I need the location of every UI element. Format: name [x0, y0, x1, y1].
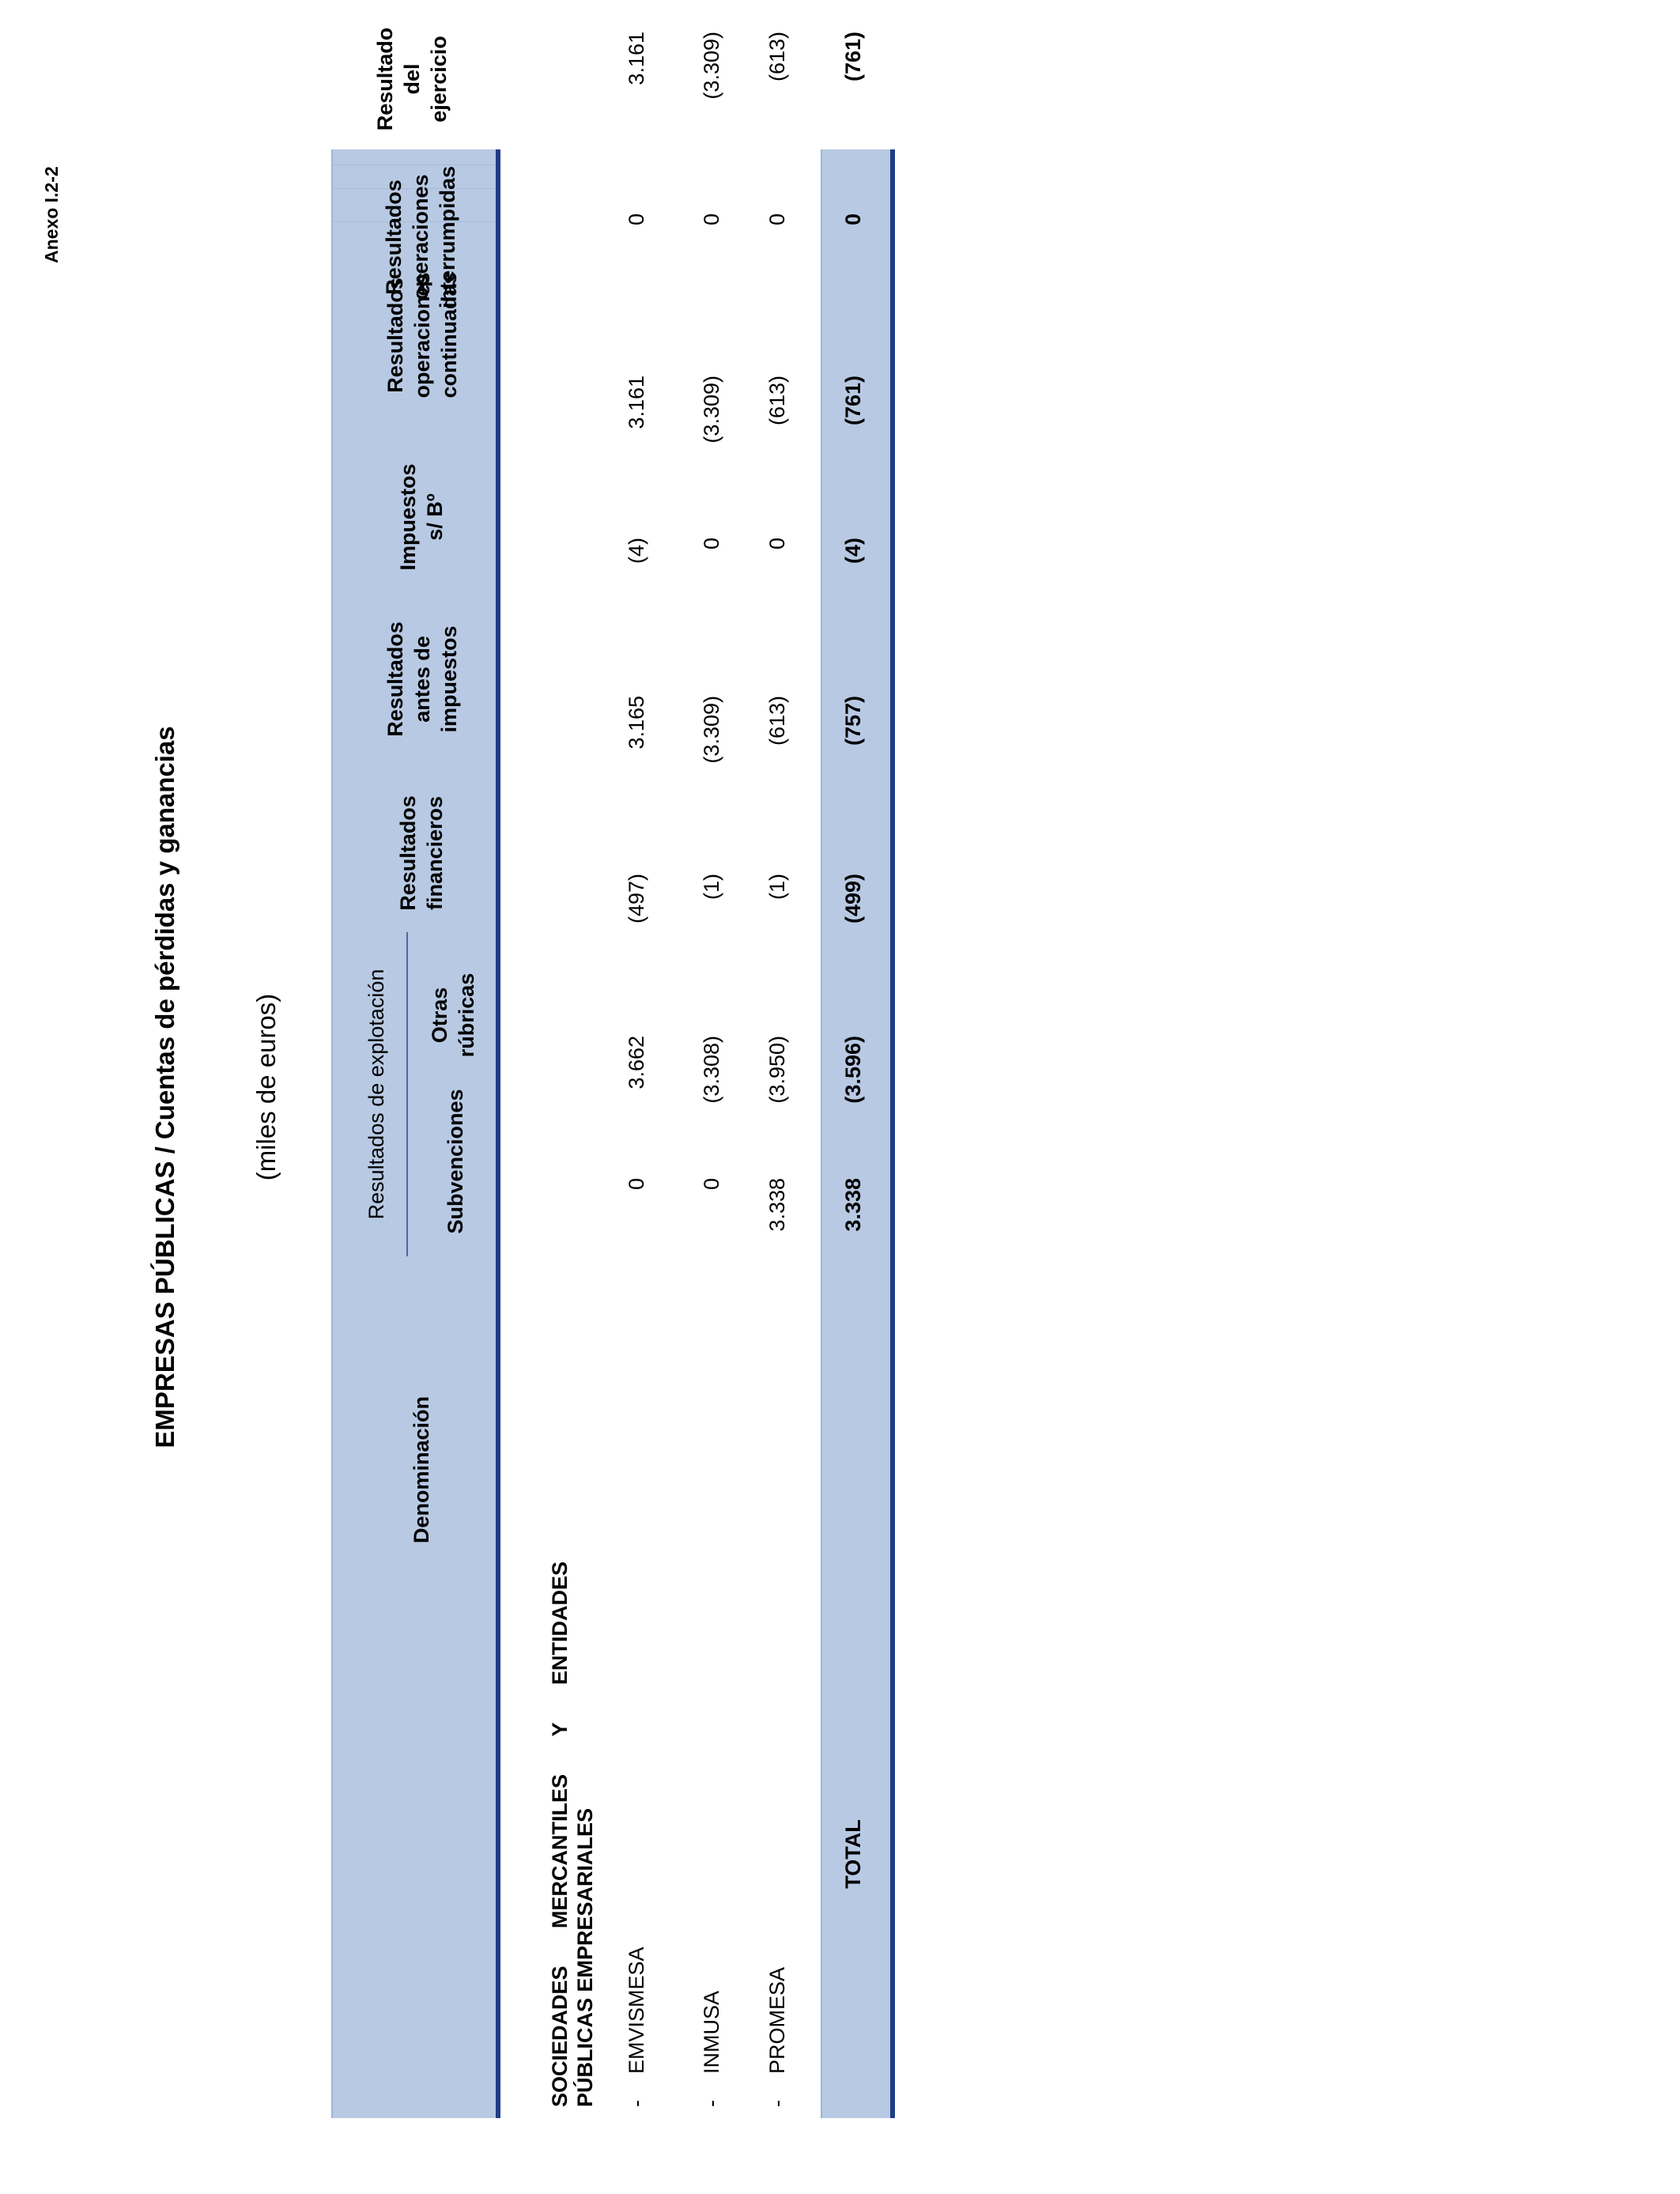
cell-impuestos: 0	[700, 538, 723, 550]
header-operaciones-continuadas: Resultados operaciones continuadas	[383, 272, 461, 398]
row-dash: -	[625, 2100, 648, 2107]
header-subvenciones: Subvenciones	[444, 1089, 467, 1234]
cell-otras: 3.662	[625, 1036, 648, 1089]
header-impuestos: Impuestos s/ Bº	[396, 463, 447, 571]
cell-continuadas: (3.309)	[700, 376, 723, 444]
row-dash: -	[700, 2100, 723, 2107]
total-continuadas: (761)	[841, 376, 865, 426]
cell-subvenciones: 0	[700, 1178, 723, 1191]
page-subtitle: (miles de euros)	[251, 993, 281, 1181]
cell-ejercicio: 3.161	[625, 32, 648, 85]
header-group-explotacion: Resultados de explotación	[364, 969, 388, 1220]
cell-impuestos: 0	[765, 538, 789, 550]
total-subvenciones: 3.338	[841, 1178, 865, 1232]
total-label: TOTAL	[841, 1819, 865, 1889]
annex-label: Anexo I.2-2	[41, 166, 62, 263]
header-resultado-ejercicio: Resultado del ejercicio	[373, 27, 451, 131]
cell-subvenciones: 3.338	[765, 1178, 789, 1232]
row-name: EMVISMESA	[625, 1947, 648, 2074]
total-financieros: (499)	[841, 874, 865, 924]
cell-otras: (3.308)	[700, 1036, 723, 1104]
cell-financieros: (1)	[700, 874, 723, 900]
page-title: EMPRESAS PÚBLICAS / Cuentas de pérdidas y ganancias	[150, 726, 179, 1448]
cell-interrumpidas: 0	[625, 213, 648, 226]
header-operaciones-interrumpidas: Resultados operaciones interrumpidas	[382, 165, 459, 309]
cell-financieros: (1)	[765, 874, 789, 900]
cell-ejercicio: (3.309)	[700, 32, 723, 100]
cell-antes: 3.165	[625, 696, 648, 750]
cell-subvenciones: 0	[625, 1178, 648, 1191]
header-resultados-antes: Resultados antes de impuestos	[383, 621, 461, 737]
cell-interrumpidas: 0	[700, 213, 723, 226]
total-ejercicio: (761)	[841, 32, 865, 82]
cell-interrumpidas: 0	[765, 213, 789, 226]
total-impuestos: (4)	[841, 538, 865, 564]
row-name: PROMESA	[765, 1966, 789, 2074]
header-denominacion: Denominación	[410, 1395, 433, 1544]
section-title: SOCIEDADES MERCANTILES Y ENTIDADES PÚBLICAS EMPRESARIALES	[548, 1561, 597, 2107]
row-name: INMUSA	[700, 1990, 723, 2074]
cell-continuadas: 3.161	[625, 376, 648, 429]
cell-otras: (3.950)	[765, 1036, 789, 1104]
total-otras: (3.596)	[841, 1036, 865, 1104]
header-group-underline	[406, 932, 408, 1256]
table-header	[331, 149, 500, 2118]
header-otras-rubricas: Otras rúbricas	[428, 972, 478, 1058]
cell-antes: (613)	[765, 696, 789, 746]
total-interrumpidas: 0	[841, 213, 865, 226]
cell-ejercicio: (613)	[765, 32, 789, 82]
cell-continuadas: (613)	[765, 376, 789, 426]
cell-financieros: (497)	[625, 874, 648, 924]
cell-antes: (3.309)	[700, 696, 723, 764]
cell-impuestos: (4)	[625, 538, 648, 564]
header-resultados-financieros: Resultados financieros	[396, 795, 447, 911]
total-antes: (757)	[841, 696, 865, 746]
row-dash: -	[765, 2100, 789, 2107]
